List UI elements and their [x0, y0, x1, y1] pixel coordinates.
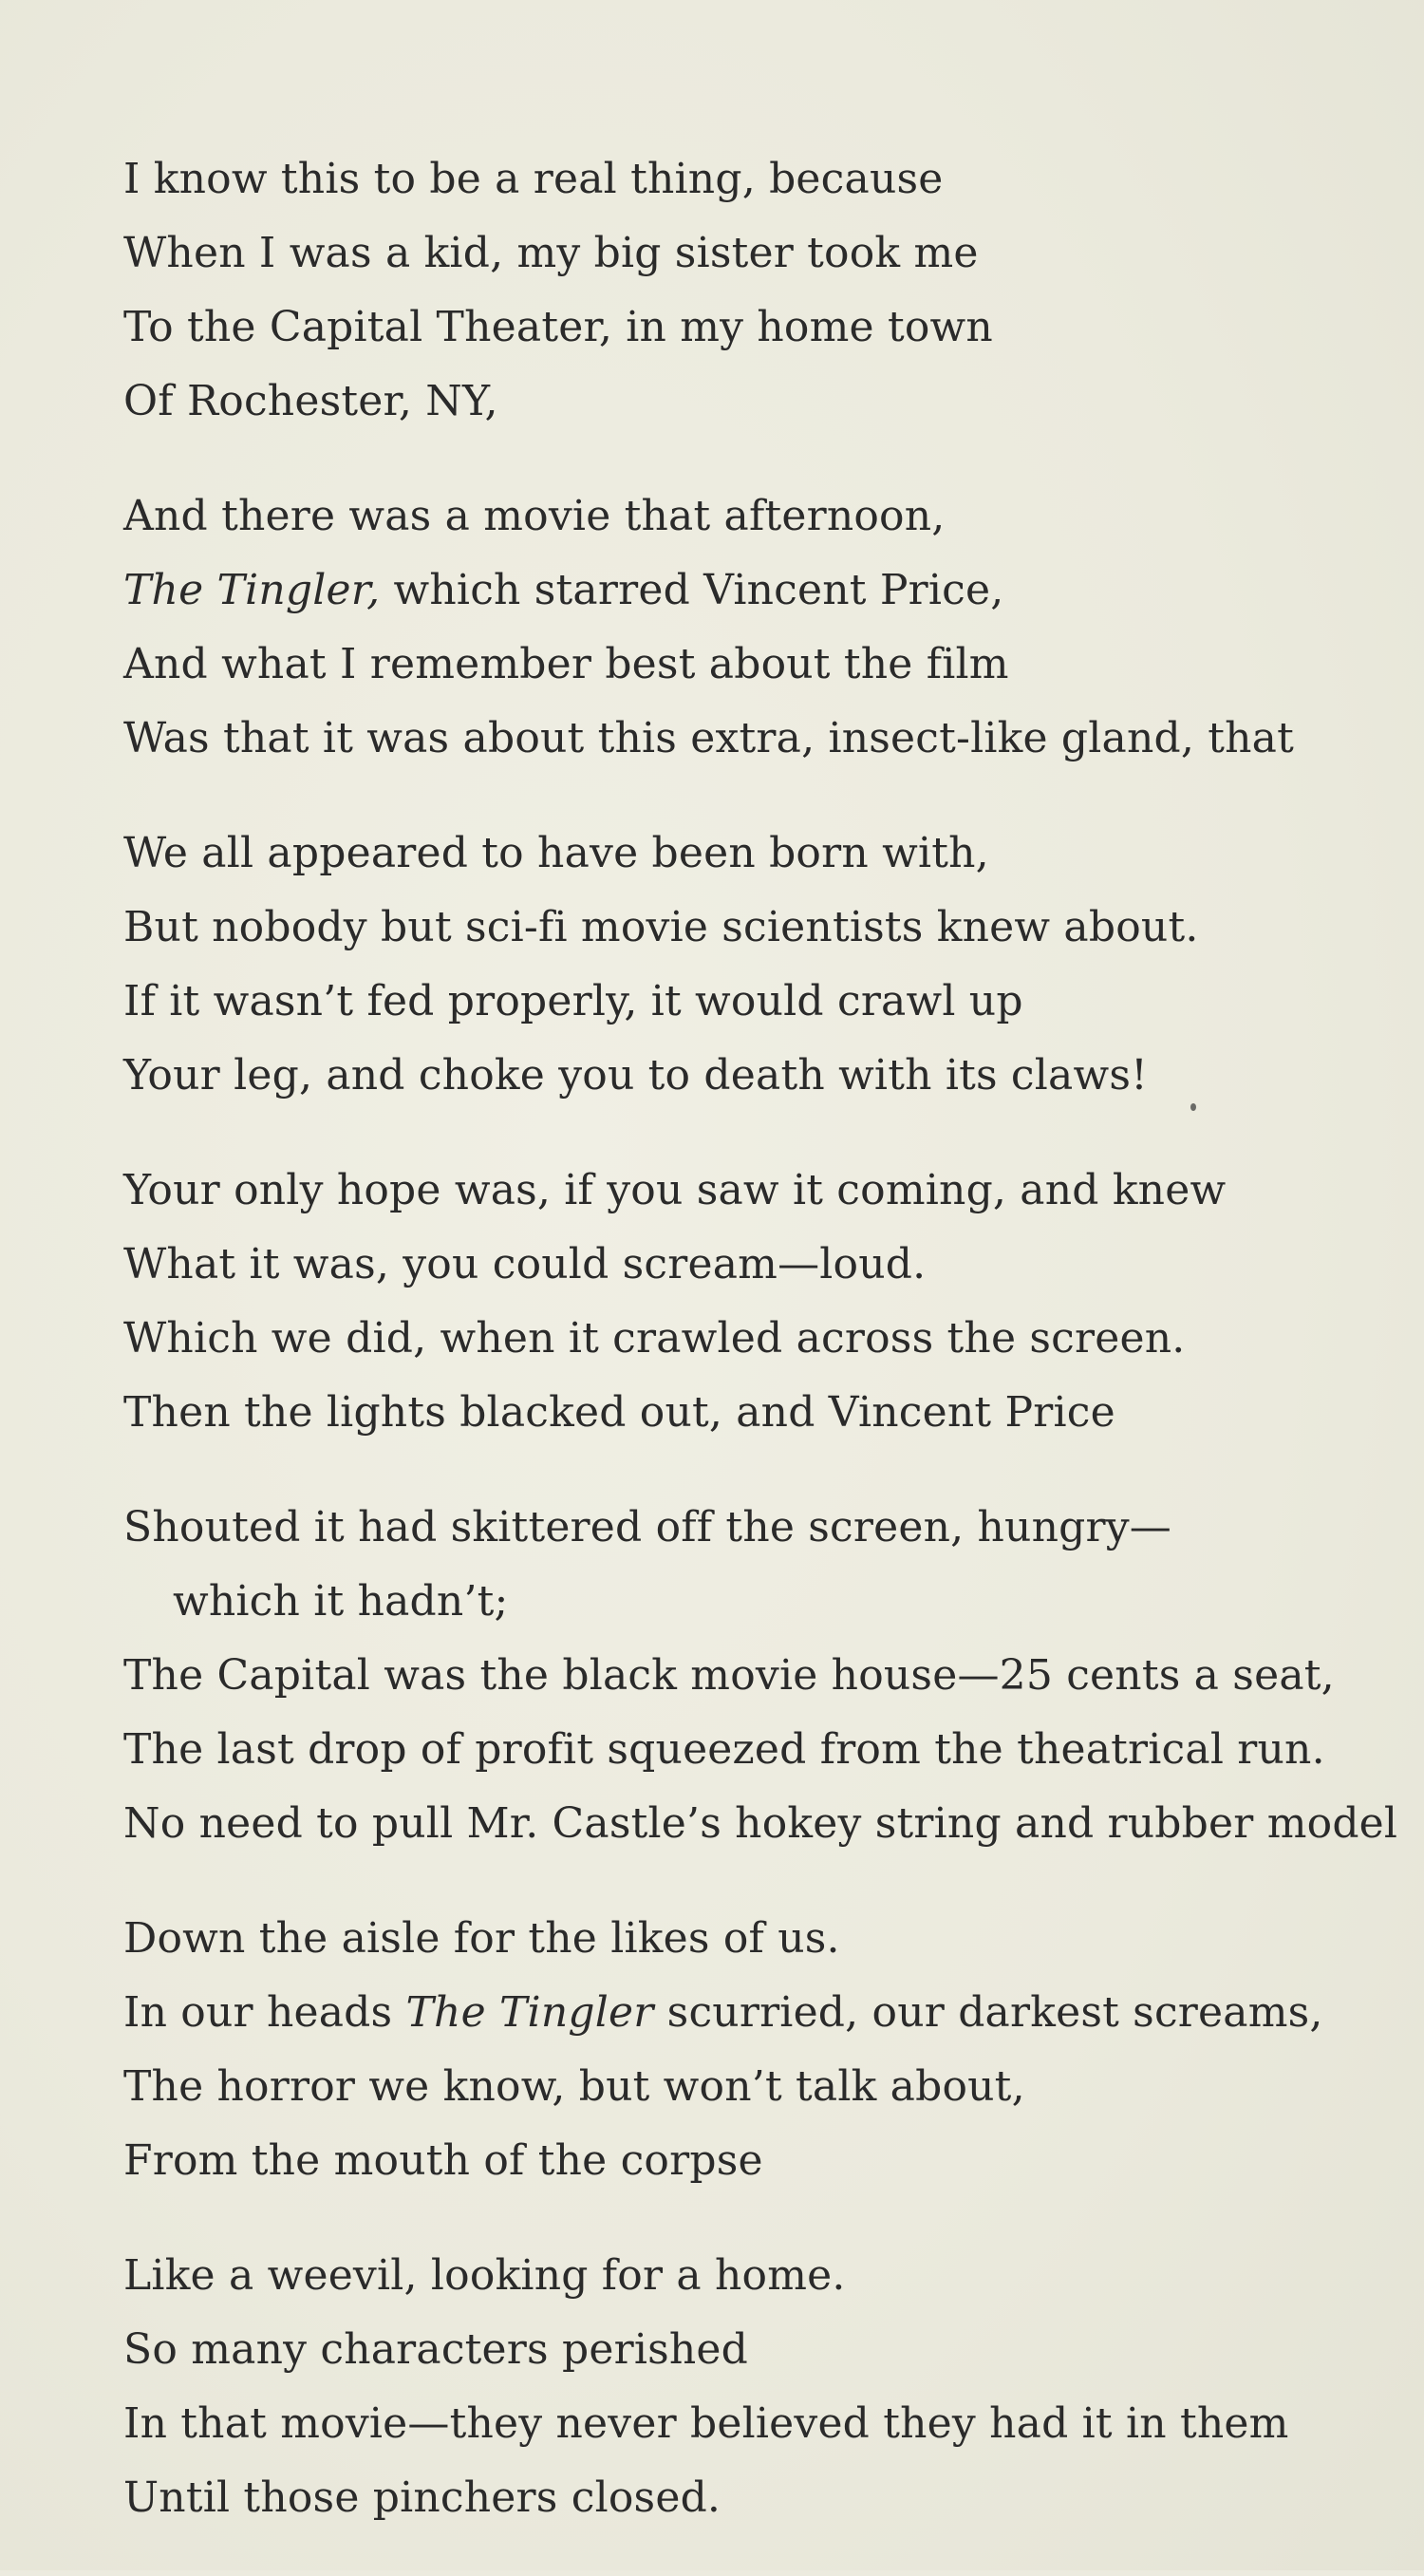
stanza-2 [123, 479, 1386, 776]
poem-line: Until those pinchers closed. [123, 2473, 721, 2522]
poem-line [123, 1976, 1386, 2050]
poem-line: Shouted it had skittered off the screen, hungry— [123, 1503, 1171, 1551]
poem-line: The Capital was the black movie house—25 cents a seat, [123, 1651, 1335, 1700]
poem-line: So many characters perished [123, 2325, 749, 2374]
paper-speck [1190, 1103, 1196, 1111]
poem-line: Your leg, and choke you to death with its claws! [123, 1051, 1149, 1100]
poem-line: And there was a movie that afternoon, [123, 492, 946, 540]
poem-line: The last drop of profit squeezed from the theatrical run. [123, 1725, 1325, 1774]
poem-line [123, 554, 1386, 628]
poem-line: Down the aisle for the likes of us. [123, 1914, 840, 1963]
poem-line: What it was, you could scream—loud. [123, 1240, 927, 1288]
poem-line-indented: which it hadn’t; [173, 1577, 509, 1626]
poem-line: In that movie—they never believed they had it in them [123, 2399, 1289, 2448]
poem-line: Was that it was about this extra, insect-like gland, that [123, 714, 1294, 762]
poem-line: Of Rochester, NY, [123, 377, 498, 425]
poem-line: Which we did, when it crawled across the screen. [123, 1314, 1186, 1363]
stanza-1 [123, 142, 1386, 439]
stanza-6 [123, 1902, 1386, 2198]
poem-line-text: In our heads [123, 1988, 406, 2037]
poem-line-text: which starred Vincent Price, [380, 566, 1004, 614]
poem-line: Like a weevil, looking for a home. [123, 2251, 846, 2300]
poem-line: Your only hope was, if you saw it coming, and knew [123, 1166, 1227, 1214]
film-title: The Tingler, [123, 566, 381, 614]
stanza-7 [123, 2239, 1386, 2535]
poem-line: And what I remember best about the film [123, 640, 1009, 688]
poem-line: To the Capital Theater, in my home town [123, 303, 993, 351]
poem-line: The horror we know, but won’t talk about, [123, 2062, 1025, 2111]
poem-line: When I was a kid, my big sister took me [123, 229, 979, 277]
stanza-4 [123, 1154, 1386, 1450]
poem-line: From the mouth of the corpse [123, 2136, 763, 2185]
poem [123, 142, 1398, 2576]
poem-line: We all appeared to have been born with, [123, 829, 989, 877]
film-title: The Tingler [405, 1988, 654, 2037]
stanza-3 [123, 817, 1386, 1113]
poem-line: No need to pull Mr. Castle’s hokey string and rubber model [123, 1799, 1398, 1848]
poem-line: If it wasn’t fed properly, it would crawl up [123, 977, 1023, 1025]
poem-line-text: scurried, our darkest screams, [653, 1988, 1323, 2037]
poem-line: Then the lights blacked out, and Vincent Price [123, 1388, 1115, 1437]
stanza-5 [123, 1491, 1398, 1861]
poem-line: But nobody but sci-fi movie scientists knew about. [123, 903, 1199, 951]
poem-line: I know this to be a real thing, because [123, 155, 944, 203]
